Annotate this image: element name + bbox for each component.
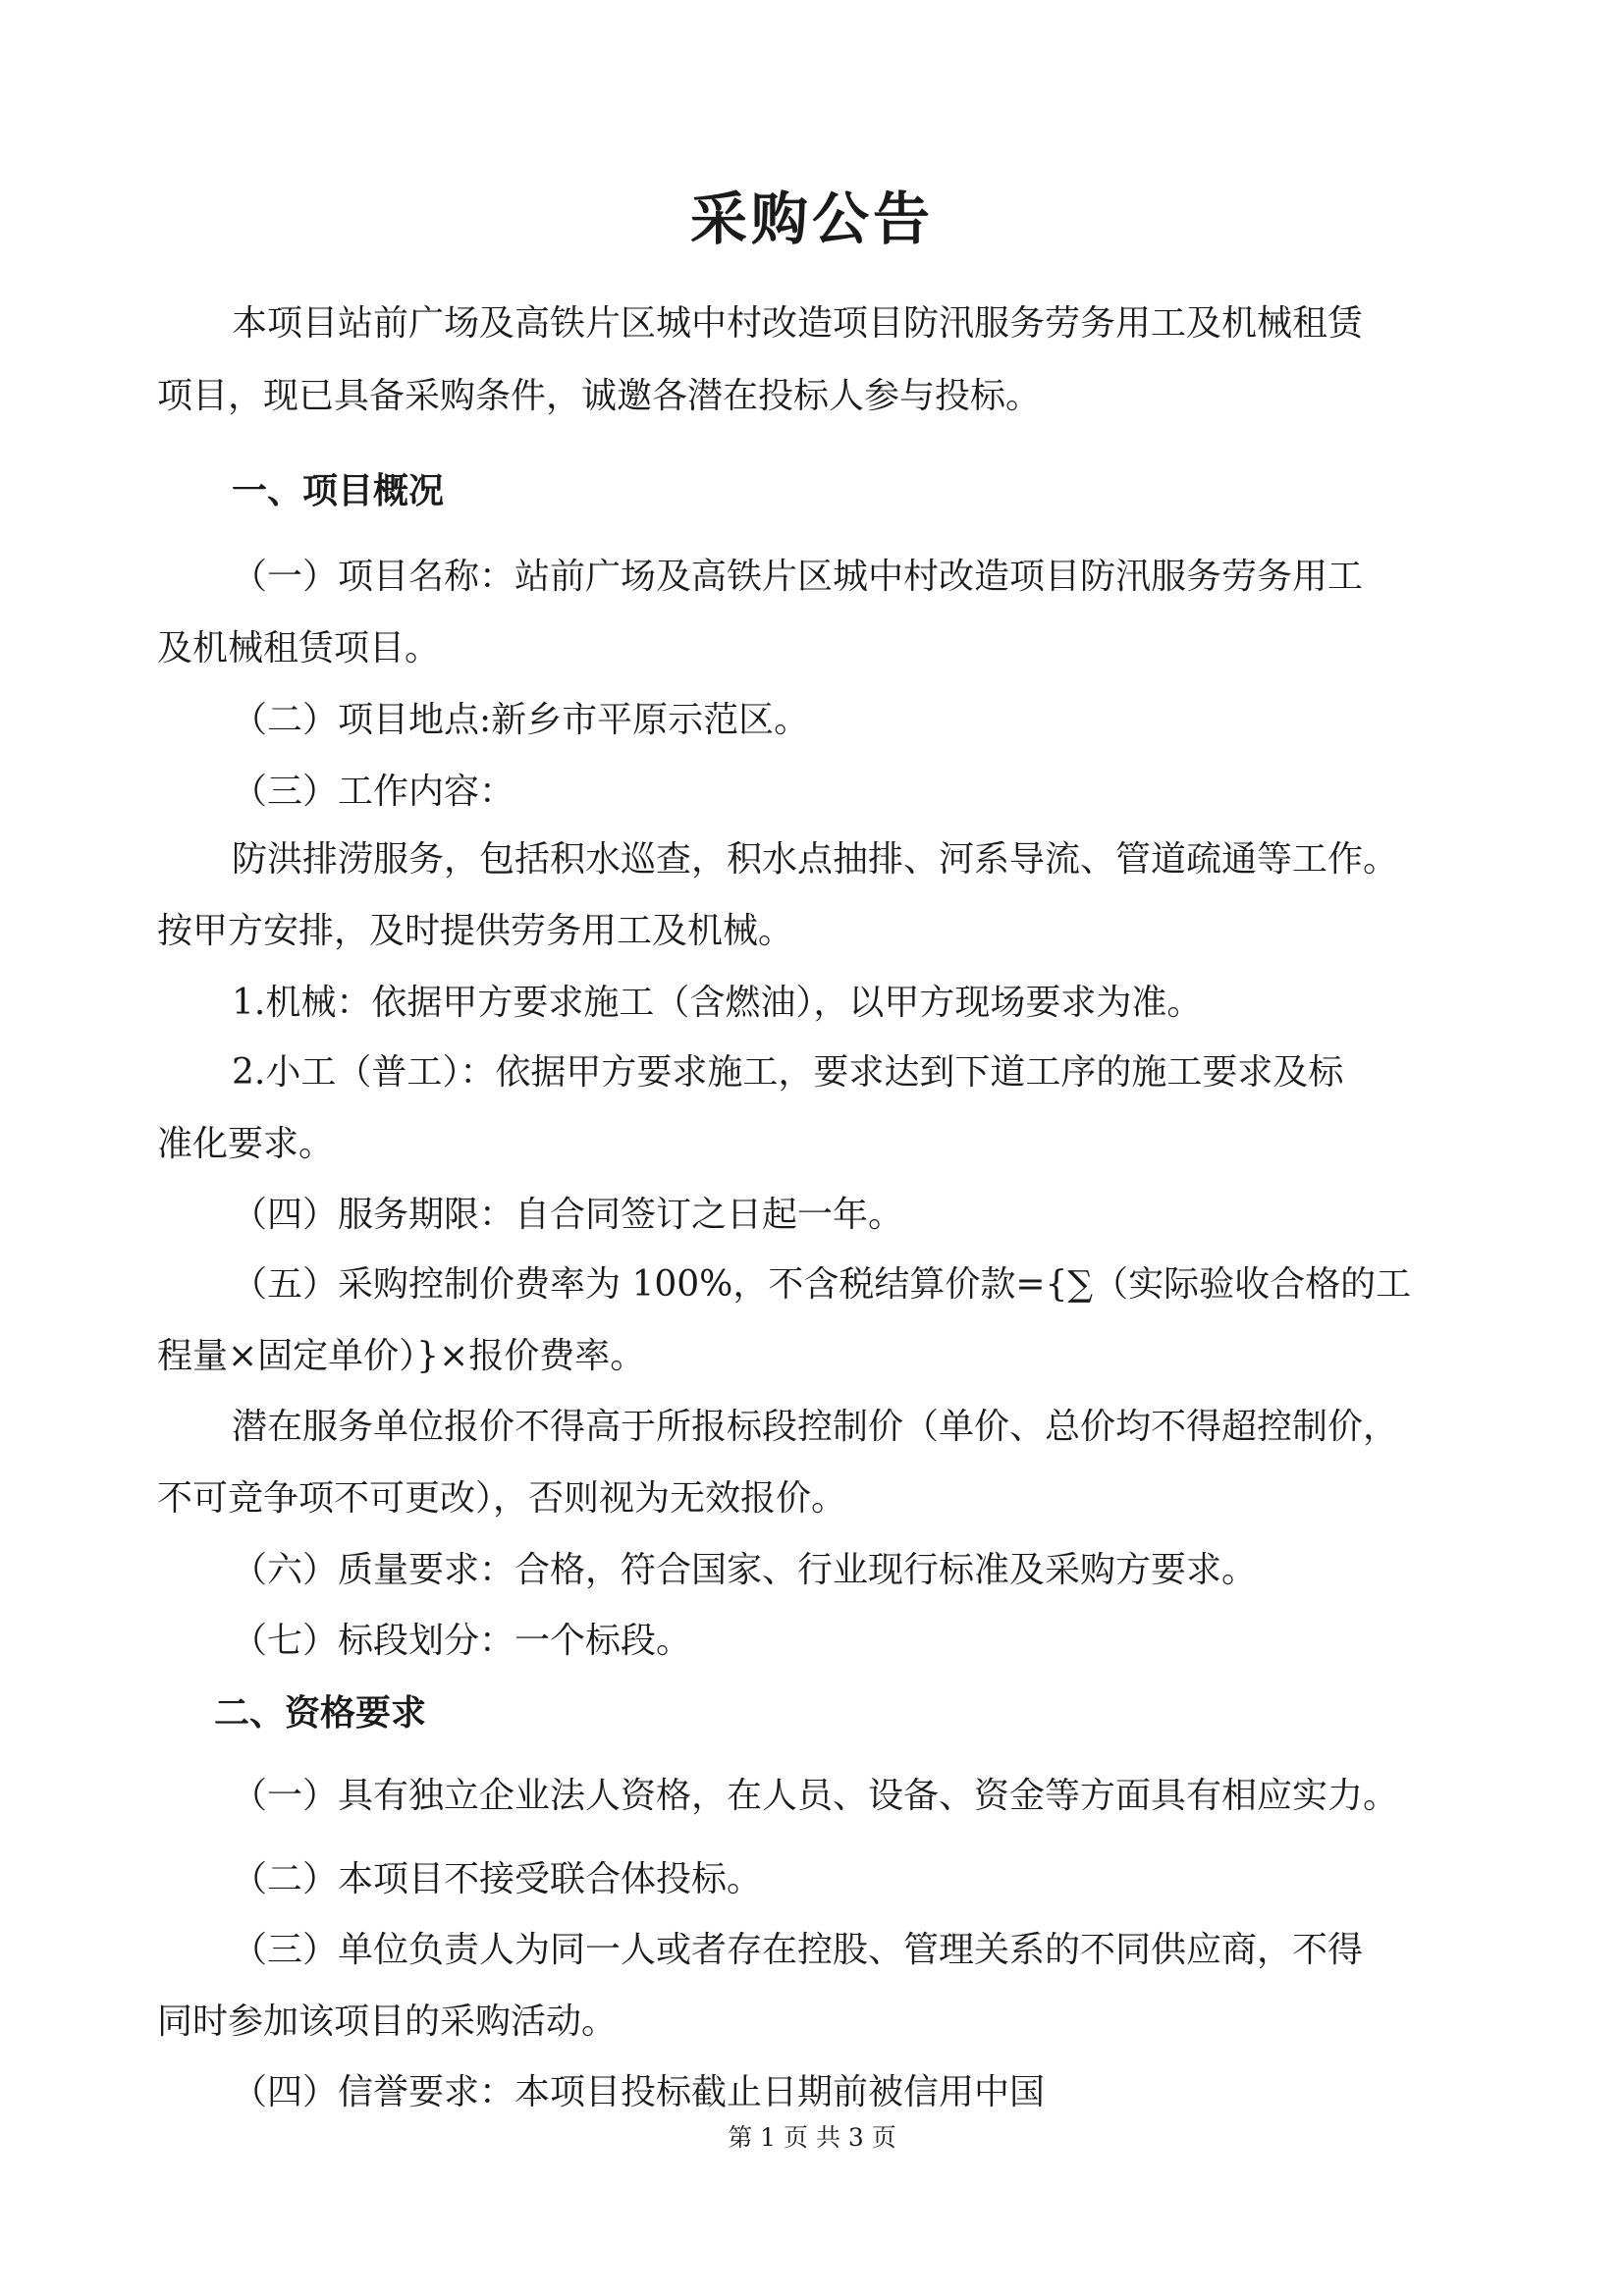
item-price-rate-line-2: 程量×固定单价）}×报价费率。 [157, 1336, 646, 1376]
req-legal-entity: （一）具有独立企业法人资格，在人员、设备、资金等方面具有相应实力。 [232, 1776, 1399, 1816]
section-heading-qualification: 二、资格要求 [214, 1693, 427, 1734]
item-project-location: （二）项目地点:新乡市平原示范区。 [232, 700, 810, 740]
page-footer: 第 1 页 共 3 页 [728, 2123, 896, 2152]
item-work-content: （三）工作内容： [232, 772, 515, 812]
intro-line-1: 本项目站前广场及高铁片区城中村改造项目防汛服务劳务用工及机械租赁 [232, 303, 1364, 344]
req-no-consortium: （二）本项目不接受联合体投标。 [232, 1859, 763, 1899]
work-description-line-1: 防洪排涝服务，包括积水巡查，积水点抽排、河系导流、管道疏通等工作。 [232, 839, 1399, 880]
item-project-name-line-1: （一）项目名称：站前广场及高铁片区城中村改造项目防汛服务劳务用工 [232, 557, 1364, 597]
section-heading-overview: 一、项目概况 [232, 471, 445, 511]
item-project-name-line-2: 及机械租赁项目。 [157, 628, 441, 668]
bid-limit-line-1: 潜在服务单位报价不得高于所报标段控制价（单价、总价均不得超控制价， [232, 1407, 1399, 1447]
work-description-line-2: 按甲方安排，及时提供劳务用工及机械。 [157, 911, 794, 951]
req-same-responsible-line-2: 同时参加该项目的采购活动。 [157, 2002, 618, 2042]
bid-limit-line-2: 不可竞争项不可更改），否则视为无效报价。 [157, 1478, 847, 1519]
point-machinery: 1.机械：依据甲方要求施工（含燃油），以甲方现场要求为准。 [232, 983, 1203, 1023]
item-quality-requirement: （六）质量要求：合格，符合国家、行业现行标准及采购方要求。 [232, 1550, 1258, 1590]
point-labor-line-2: 准化要求。 [157, 1124, 335, 1164]
item-lot-division: （七）标段划分：一个标段。 [232, 1621, 692, 1661]
intro-line-2: 项目，现已具备采购条件，诚邀各潜在投标人参与投标。 [157, 376, 1042, 416]
page-title: 采购公告 [689, 186, 934, 252]
point-labor-line-1: 2.小工（普工）：依据甲方要求施工，要求达到下道工序的施工要求及标 [232, 1052, 1344, 1093]
item-price-rate-line-1: （五）采购控制价费率为 100%，不含税结算价款={∑（实际验收合格的工 [232, 1264, 1412, 1305]
req-credit-line-1: （四）信誉要求：本项目投标截止日期前被信用中国 [232, 2072, 1046, 2112]
req-same-responsible-line-1: （三）单位负责人为同一人或者存在控股、管理关系的不同供应商，不得 [232, 1930, 1364, 1970]
item-service-period: （四）服务期限：自合同签订之日起一年。 [232, 1195, 904, 1235]
